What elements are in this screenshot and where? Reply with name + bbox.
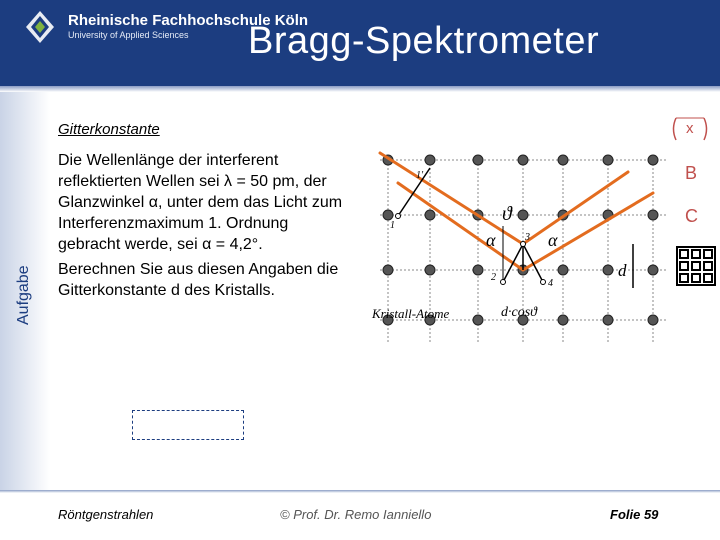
atom [473,155,483,165]
answer-input-box[interactable] [132,410,244,440]
atom [603,265,613,275]
c-button[interactable]: C [685,206,698,226]
atom [648,155,658,165]
task-paragraph-1: Die Wellenlänge der interferent reflektierten Wellen sei λ = 50 pm, der Glanzwinkel α, unter dem das Licht zum Interferenzmaximum 1. Ordnung gebracht werde, sei α = 4,2°. [58,152,343,253]
bragg-diagram [368,148,668,348]
sidebar-label: Aufgabe [15,265,32,325]
label-point-1-prime: 1' [416,170,424,181]
atom [648,315,658,325]
atom [473,315,483,325]
header-divider [0,86,720,92]
atom [558,315,568,325]
close-button[interactable] [670,116,710,142]
label-point-4: 4 [548,278,553,289]
atom [558,155,568,165]
close-label: x [686,120,694,137]
label-alpha-right: α [548,230,558,250]
footer-divider [0,490,720,493]
atom [518,210,528,220]
atom [425,155,435,165]
b-button[interactable]: B [685,163,698,183]
page-title: Bragg-Spektrometer [248,20,600,62]
label-dcos: d·cosϑ [501,305,538,320]
footer-topic: Röntgenstrahlen [58,507,154,522]
atom [383,210,393,220]
header-bar [0,0,720,86]
atom [383,265,393,275]
atom [558,265,568,275]
label-d: d [618,261,627,280]
atom [603,155,613,165]
atom [425,210,435,220]
university-logo-icon [20,7,60,47]
atom [648,210,658,220]
university-subtitle: University of Applied Sciences [68,30,189,40]
grid-view-icon[interactable] [676,246,716,286]
ray-lower [398,183,653,270]
label-point-2: 2 [491,272,496,283]
atom [648,265,658,275]
slide-number: Folie 59 [610,507,659,522]
label-theta: ϑ [502,203,512,225]
label-crystal-atoms: Kristall-Atome [372,306,450,321]
atom [425,265,435,275]
footer-author: © Prof. Dr. Remo Ianniello [280,507,432,522]
university-name: Rheinische Fachhochschule Köln [68,12,309,29]
atom [518,155,528,165]
task-paragraph-2: Berechnen Sie aus diesen Angaben die Gitterkonstante d des Kristalls. [58,261,339,299]
label-point-3: 3 [525,232,530,243]
task-text [58,150,348,305]
label-point-1: 1 [390,220,395,231]
atom [473,265,483,275]
label-alpha-left: α [486,230,496,250]
atom [603,315,613,325]
section-title: Gitterkonstante [58,121,160,138]
